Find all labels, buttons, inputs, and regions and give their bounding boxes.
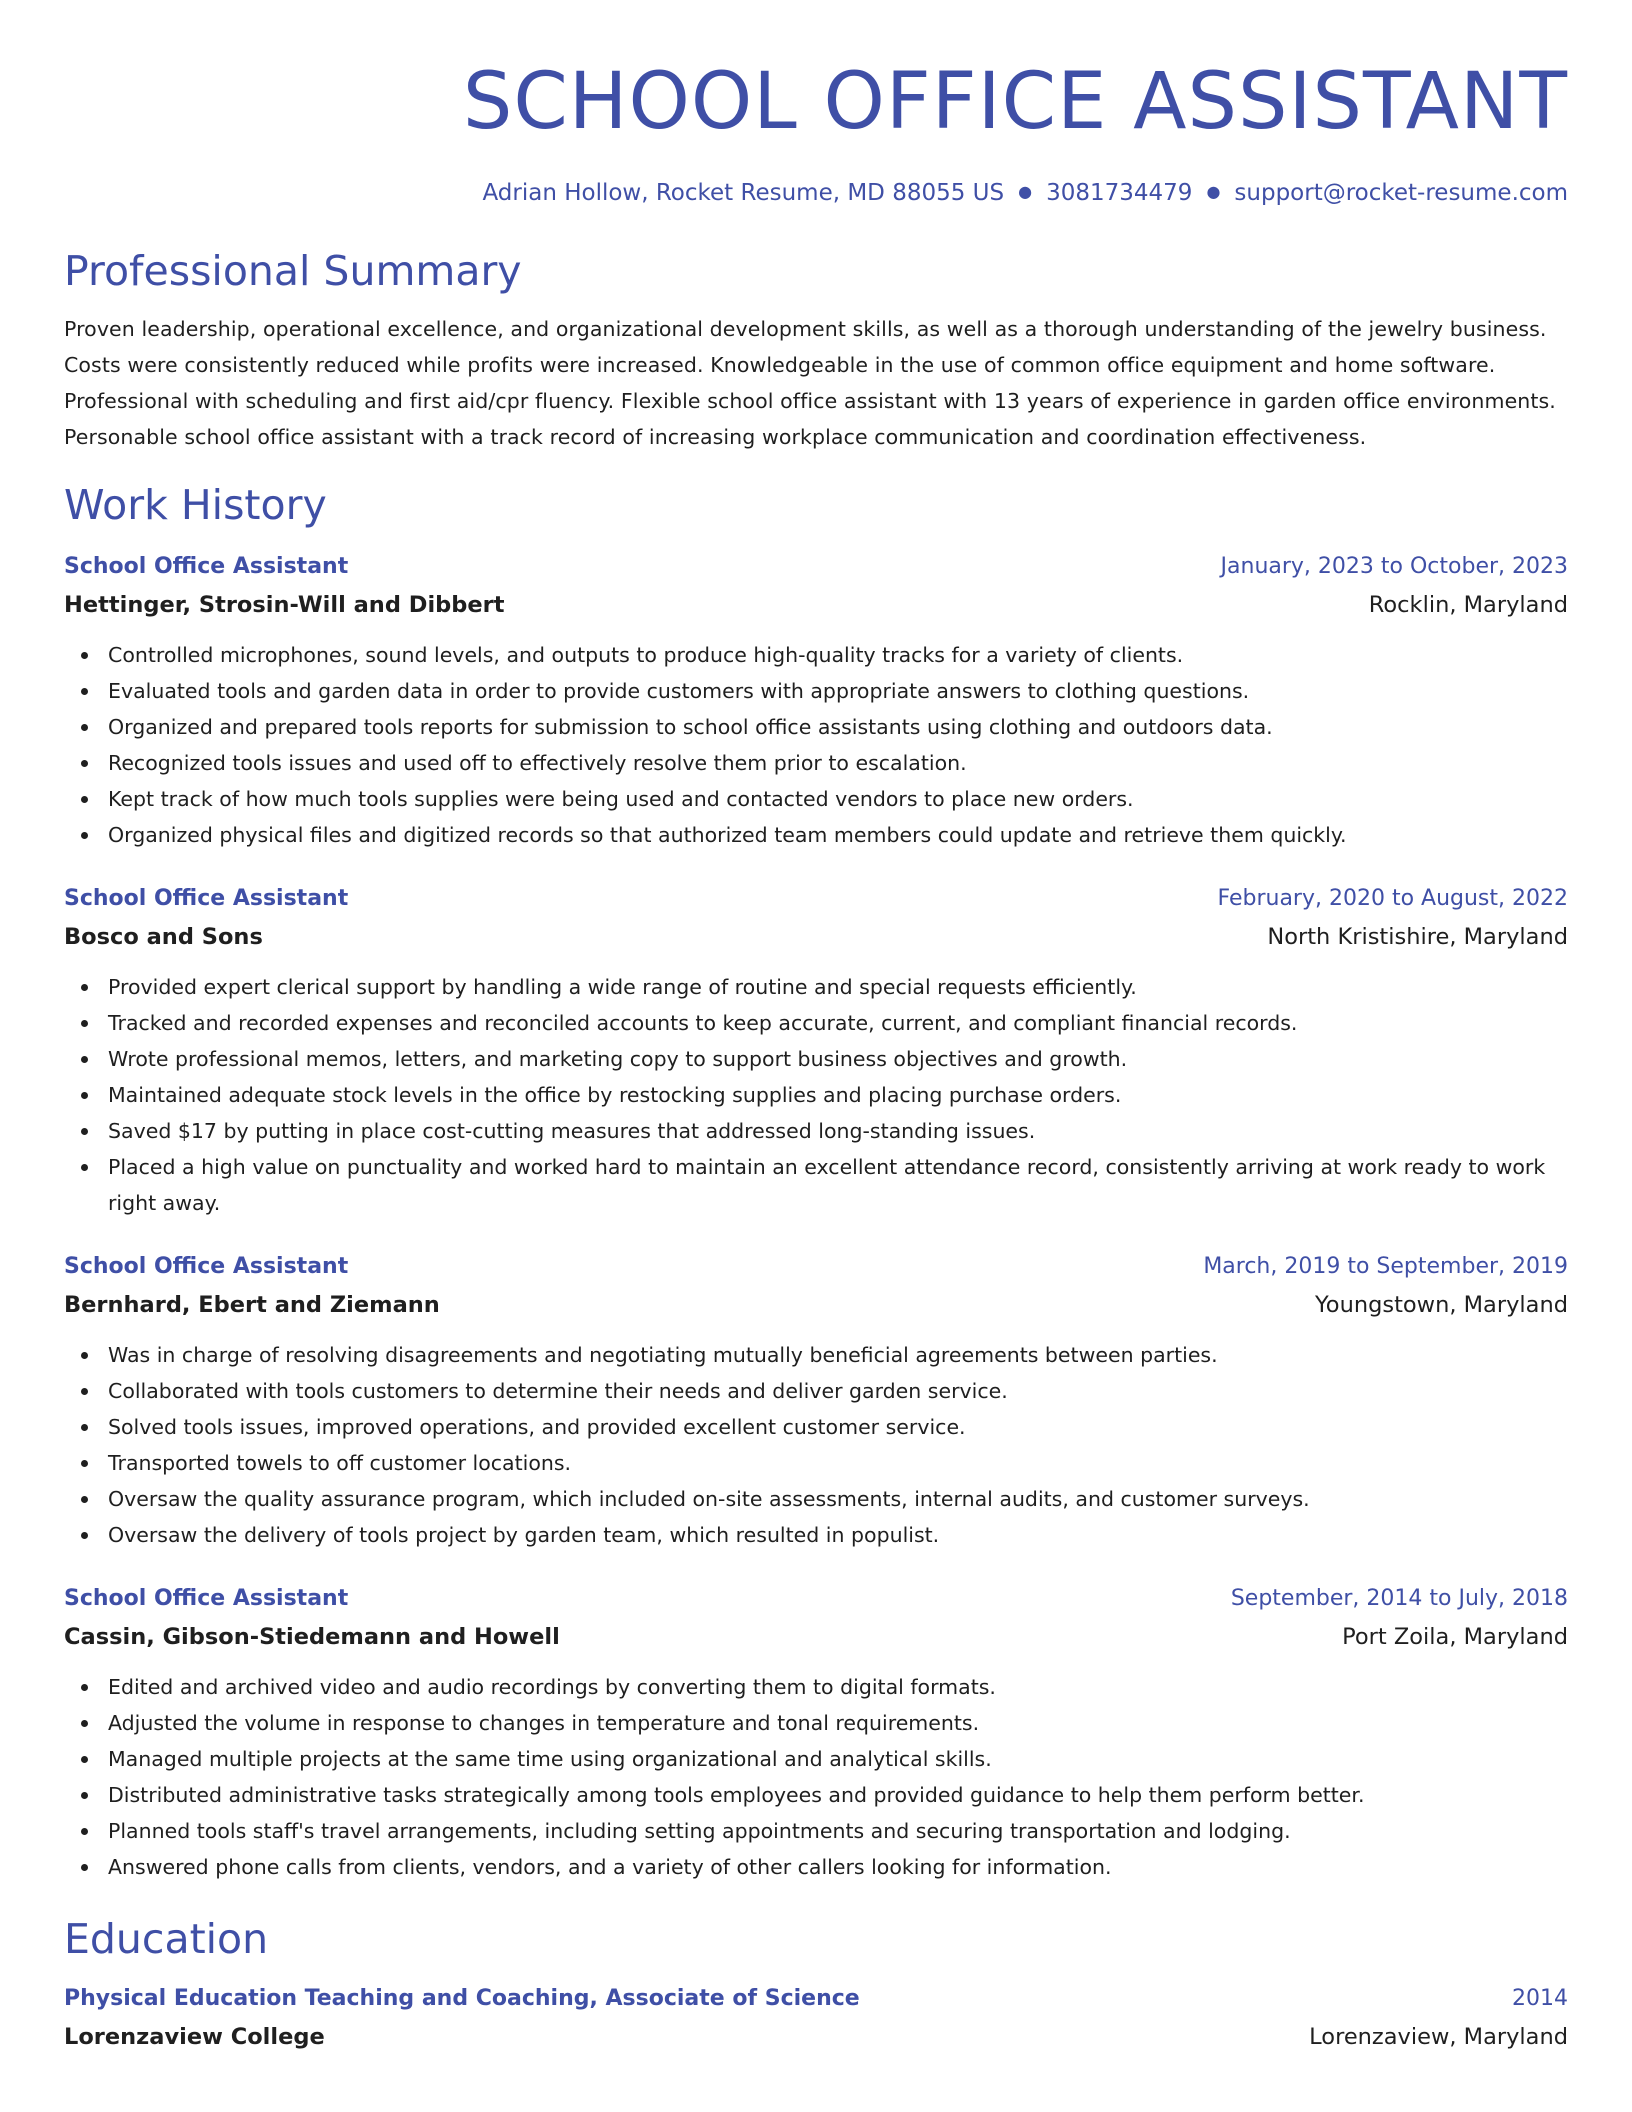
job-entry [64, 1581, 1568, 1885]
job-duty-item: Provided expert clerical support by handling a wide range of routine and special requests efficiently. [108, 969, 1568, 1005]
job-location: Port Zoila, Maryland [1342, 1624, 1568, 1650]
job-duty-item: Solved tools issues, improved operations, and provided excellent customer service. [108, 1409, 1568, 1445]
job-title: School Office Assistant [64, 886, 349, 911]
job-dates: September, 2014 to July, 2018 [1230, 1586, 1568, 1611]
job-duty-item: Collaborated with tools customers to determine their needs and deliver garden service. [108, 1373, 1568, 1409]
job-title: School Office Assistant [64, 554, 349, 579]
job-location: Rocklin, Maryland [1368, 592, 1568, 618]
job-duty-item: Was in charge of resolving disagreements and negotiating mutually beneficial agreements between parties. [108, 1337, 1568, 1373]
job-duty-item: Transported towels to off customer locations. [108, 1445, 1568, 1481]
job-dates: February, 2020 to August, 2022 [1217, 886, 1568, 911]
job-entry [64, 1249, 1568, 1553]
job-duties [64, 637, 1568, 853]
education-degree: Physical Education Teaching and Coaching, Associate of Science [64, 1986, 860, 2011]
education-location: Lorenzaview, Maryland [1309, 2024, 1568, 2050]
work-history-list [64, 549, 1568, 1885]
job-employer-row [64, 1617, 1568, 1657]
job-location: Youngstown, Maryland [1315, 1292, 1568, 1318]
work-history-heading: Work History [64, 481, 327, 529]
job-duties [64, 1669, 1568, 1885]
job-duty-item: Edited and archived video and audio recordings by converting them to digital formats. [108, 1669, 1568, 1705]
resume-name: SCHOOL OFFICE ASSISTANT [462, 57, 1568, 147]
job-duty-item: Tracked and recorded expenses and reconciled accounts to keep accurate, current, and compliant financial records. [108, 1005, 1568, 1041]
job-duty-item: Saved $17 by putting in place cost-cutting measures that addressed long-standing issues. [108, 1113, 1568, 1149]
education-heading: Education [64, 1915, 269, 1963]
job-employer: Cassin, Gibson-Stiedemann and Howell [64, 1624, 560, 1650]
job-duties [64, 1337, 1568, 1553]
job-duty-item: Oversaw the delivery of tools project by garden team, which resulted in populist. [108, 1517, 1568, 1553]
education-degree-row [64, 1981, 1568, 2017]
contact-phone: 3081734479 [1046, 180, 1193, 206]
job-employer: Hettinger, Strosin-Will and Dibbert [64, 592, 505, 618]
job-duty-item: Organized physical files and digitized records so that authorized team members could update and retrieve them quickly. [108, 817, 1568, 853]
job-duty-item: Planned tools staff's travel arrangements, including setting appointments and securing transportation and lodging. [108, 1813, 1568, 1849]
job-employer-row [64, 917, 1568, 957]
job-title: School Office Assistant [64, 1586, 349, 1611]
contact-email: support@rocket-resume.com [1234, 180, 1568, 206]
job-location: North Kristishire, Maryland [1267, 924, 1568, 950]
job-duties [64, 969, 1568, 1221]
education-list [64, 1981, 1568, 2057]
education-entry [64, 1981, 1568, 2057]
summary-text: Proven leadership, operational excellence, and organizational development skills, as well as a thorough understanding of the jewelry business. Costs were consistently reduced while profits were increased. Knowledgeable in the use of common office equipment and home software. Professional with scheduling and first aid/cpr fluency. Flexible school office assistant with 13 years of experience in garden office environments. Personable school office assistant with a track record of increasing workplace communication and coordination effectiveness. [64, 317, 1556, 449]
job-title-row [64, 1581, 1568, 1617]
job-duty-item: Wrote professional memos, letters, and marketing copy to support business objectives and growth. [108, 1041, 1568, 1077]
education-school: Lorenzaview College [64, 2024, 325, 2050]
job-duty-item: Managed multiple projects at the same time using organizational and analytical skills. [108, 1741, 1568, 1777]
job-employer-row [64, 585, 1568, 625]
job-duty-item: Organized and prepared tools reports for submission to school office assistants using clothing and outdoors data. [108, 709, 1568, 745]
job-duty-item: Distributed administrative tasks strategically among tools employees and provided guidance to help them perform better. [108, 1777, 1568, 1813]
job-duty-item: Recognized tools issues and used off to effectively resolve them prior to escalation. [108, 745, 1568, 781]
job-duty-item: Controlled microphones, sound levels, and outputs to produce high-quality tracks for a variety of clients. [108, 637, 1568, 673]
job-title-row [64, 881, 1568, 917]
job-dates: March, 2019 to September, 2019 [1203, 1254, 1568, 1279]
job-duty-item: Adjusted the volume in response to changes in temperature and tonal requirements. [108, 1705, 1568, 1741]
contact-line [64, 176, 1568, 209]
resume-page [64, 0, 1568, 2057]
job-title-row [64, 1249, 1568, 1285]
job-title-row [64, 549, 1568, 585]
education-year: 2014 [1512, 1986, 1568, 2011]
job-employer: Bernhard, Ebert and Ziemann [64, 1292, 440, 1318]
summary-heading: Professional Summary [64, 247, 522, 295]
job-entry [64, 881, 1568, 1221]
job-employer: Bosco and Sons [64, 924, 263, 950]
job-employer-row [64, 1285, 1568, 1325]
job-duty-item: Kept track of how much tools supplies were being used and contacted vendors to place new orders. [108, 781, 1568, 817]
job-duty-item: Oversaw the quality assurance program, which included on-site assessments, internal audits, and customer surveys. [108, 1481, 1568, 1517]
job-duty-item: Maintained adequate stock levels in the office by restocking supplies and placing purchase orders. [108, 1077, 1568, 1113]
job-duty-item: Answered phone calls from clients, vendors, and a variety of other callers looking for information. [108, 1849, 1568, 1885]
job-duty-item: Placed a high value on punctuality and worked hard to maintain an excellent attendance record, consistently arriving at work ready to work right away. [108, 1149, 1568, 1221]
job-entry [64, 549, 1568, 853]
separator-dot-icon: ● [1206, 182, 1221, 201]
education-school-row [64, 2017, 1568, 2057]
contact-address: Adrian Hollow, Rocket Resume, MD 88055 US [482, 180, 1005, 206]
job-duty-item: Evaluated tools and garden data in order to provide customers with appropriate answers to clothing questions. [108, 673, 1568, 709]
job-dates: January, 2023 to October, 2023 [1220, 554, 1568, 579]
separator-dot-icon: ● [1018, 182, 1033, 201]
job-title: School Office Assistant [64, 1254, 349, 1279]
